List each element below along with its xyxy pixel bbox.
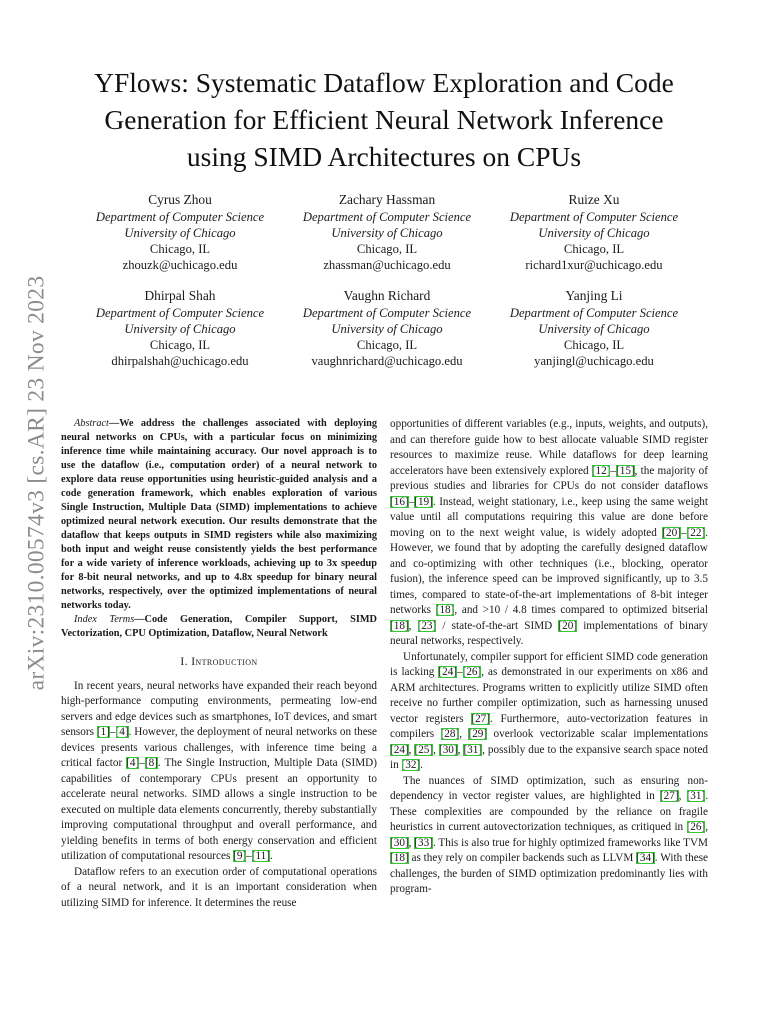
author-department: Department of Computer Science (95, 210, 265, 224)
citation-link[interactable]: [31] (463, 743, 483, 756)
citation-link[interactable]: [24] (438, 666, 458, 678)
author-university: University of Chicago (538, 322, 650, 336)
citation-link[interactable]: [28] (440, 728, 460, 740)
author-email[interactable]: richard1xur@uchicago.edu (525, 258, 663, 272)
citation-link[interactable]: [31] (686, 790, 706, 802)
citation-link[interactable]: [22] (686, 526, 706, 539)
citation-link[interactable]: [33] (414, 836, 433, 849)
citation-link[interactable]: [4] (126, 757, 140, 769)
author-name: Zachary Hassman (338, 192, 436, 207)
abstract (61, 417, 377, 613)
citation-link[interactable]: [18] (435, 604, 455, 616)
author-location: Chicago, IL (563, 242, 625, 256)
body-paragraph: In recent years, neural networks have expanded their reach beyond high-performance computing environments, permeating low-end servers and edge devices such as smartphones, IoT devices, and smart sensors [1]–[4]. However, the deployment of neural networks on these devices presents various challenges, with inference time being a critical factor [4]–[8]. The Single Instruction, Multiple Data (SIMD) capabilities of contemporary CPUs present an opportunity to accelerate neural networks. SIMD allows a single instruction to be executed on multiple data elements concurrently, thereby substantially improving computational throughput and overall performance, and yielding benefits in terms of both energy conservation and efficient utilization of computational resources [9]–[11]. (61, 679, 377, 862)
right-column (390, 417, 708, 898)
citation-link[interactable]: [11] (251, 850, 270, 862)
author-name: Dhirpal Shah (144, 288, 216, 303)
author-block (496, 192, 692, 273)
citation-link[interactable]: [12] (591, 464, 611, 477)
arxiv-identifier: arXiv:2310.00574v3 [cs.AR] 23 Nov 2023 (23, 275, 50, 691)
author-email[interactable]: zhassman@uchicago.edu (323, 258, 451, 272)
citation-link[interactable]: [15] (616, 464, 635, 477)
citation-link[interactable]: [25] (414, 743, 434, 756)
citation-link[interactable]: [24] (390, 743, 409, 756)
citation-link[interactable]: [29] (468, 728, 488, 740)
citation-link[interactable]: [8] (144, 757, 158, 769)
author-location: Chicago, IL (149, 242, 211, 256)
author-department: Department of Computer Science (302, 210, 472, 224)
section-title: Introduction (191, 656, 258, 668)
body-paragraph: Unfortunately, compiler support for efficient SIMD code generation is lacking [24]–[26], as demonstrated in our experiments on x86 and ARM architectures. Programs written to explicitly utilize SIMD often receive no further compiler optimization, such as harnessing unused vector registers [27]. Furthermore, auto-vectorization features in compilers [28], [29] overlook vectorizable scalar implementations [24], [25], [30], [31], possibly due to the expansive search space noted in [32]. (390, 650, 709, 771)
author-name: Vaughn Richard (343, 288, 431, 303)
author-block (82, 192, 278, 273)
author-location: Chicago, IL (356, 242, 418, 256)
body-paragraph: Dataflow refers to an execution order of computational operations of a neural network, and it is an important consideration when utilizing SIMD for inference. It determines the reuse (61, 865, 377, 909)
author-block (82, 288, 278, 369)
citation-link[interactable]: [1] (96, 726, 110, 738)
author-block (289, 192, 485, 273)
author-location: Chicago, IL (356, 338, 418, 352)
citation-link[interactable]: [4] (115, 726, 129, 738)
body-paragraph: The nuances of SIMD optimization, such as ensuring non-dependency in vector register values, are highlighted in [27], [31]. These complexities are compounded by the reliance on fragile heuristics in current autovectorization techniques, as critiqued in [26], [30], [33]. This is also true for highly optimized frameworks like TVM [18] as they rely on compiler backends such as LLVM [34]. With these challenges, the burden of SIMD optimization predominantly lies with program- (390, 774, 709, 895)
citation-link[interactable]: [20] (662, 526, 681, 539)
citation-link[interactable]: [27] (659, 790, 679, 802)
citation-link[interactable]: [9] (233, 850, 247, 862)
author-email[interactable]: zhouzk@uchicago.edu (122, 258, 238, 272)
citation-link[interactable]: [34] (636, 852, 655, 864)
author-row (82, 288, 692, 369)
author-university: University of Chicago (124, 226, 236, 240)
author-university: University of Chicago (538, 226, 650, 240)
author-department: Department of Computer Science (509, 210, 679, 224)
citation-link[interactable]: [30] (438, 743, 458, 756)
author-department: Department of Computer Science (302, 306, 472, 320)
citation-link[interactable]: [18] (390, 852, 409, 864)
author-department: Department of Computer Science (509, 306, 679, 320)
abstract-text: —We address the challenges associated with deploying neural networks on CPUs, with a particular focus on minimizing inference time while maintaining accuracy. Our novel approach is to use the dataflow (i.e., computation order) of a neural network to explore data reuse opportunities using heuristic-guided analysis and a code generation framework, which enables exploration of various Single Instruction, Multiple Data (SIMD) implementations to achieve optimized neural network execution. Our results demonstrate that the dataflow that keeps outputs in SIMD registers while also maximizing both input and weight reuse consistently yields the best performance for a wide variety of inference workloads, achieving up to 3x speedup for 8-bit neural networks, and up to 4.8x speedup for binary neural networks, respectively, over the optimized implementations of neural networks today. (61, 418, 377, 611)
citation-link[interactable]: [19] (414, 495, 433, 508)
section-heading (61, 655, 377, 671)
citation-link[interactable]: [23] (417, 619, 437, 632)
citation-link[interactable]: [16] (390, 495, 409, 508)
author-name: Cyrus Zhou (148, 192, 212, 207)
author-name: Yanjing Li (565, 288, 623, 303)
author-block (289, 288, 485, 369)
paper-title (56, 64, 712, 175)
citation-link[interactable]: [27] (471, 712, 490, 725)
index-terms (61, 613, 377, 641)
citation-link[interactable]: [32] (401, 759, 421, 771)
author-university: University of Chicago (124, 322, 236, 336)
author-block (496, 288, 692, 369)
title-line: using SIMD Architectures on CPUs (186, 141, 582, 172)
author-email[interactable]: vaughnrichard@uchicago.edu (311, 354, 463, 368)
body-paragraph: opportunities of different variables (e.g., inputs, weights, and outputs), and can therefore guide how to best allocate valuable SIMD register resources to maximize reuse. While dataflows for deep learning accelerators have been extensively explored [12]–[15], the majority of previous studies and libraries for CPUs do not consider dataflows [16]–[19]. Instead, weight stationary, i.e., keep using the same weight value until all computations requiring this value are done before moving on to the next weight value, is widely adopted [20]–[22]. However, we found that by adopting the carefully designed dataflow and co-optimizing with other techniques (i.e., blocking, operator fusion), the inference speed can be improved significantly, up to 3.5 times, compared to state-of-the-art implementations of 8-bit integer networks [18], and >10 / 4.8 times compared to optimized bitserial [18], [23] / state-of-the-art SIMD [20] implementations of binary neural networks, respectively. (390, 418, 708, 647)
left-column (61, 417, 377, 911)
title-line: YFlows: Systematic Dataflow Exploration and Code (94, 67, 674, 98)
section-number: I. (180, 656, 188, 668)
author-location: Chicago, IL (149, 338, 211, 352)
citation-link[interactable]: [20] (558, 619, 578, 632)
citation-link[interactable]: [26] (686, 821, 706, 833)
citation-link[interactable]: [30] (390, 836, 409, 849)
citation-link[interactable]: [18] (390, 619, 409, 632)
index-terms-label: Index Terms (74, 614, 135, 625)
author-name: Ruize Xu (568, 192, 620, 207)
author-email[interactable]: yanjingl@uchicago.edu (534, 354, 654, 368)
abstract-label: Abstract (74, 418, 109, 429)
author-department: Department of Computer Science (95, 306, 265, 320)
citation-link[interactable]: [26] (462, 666, 482, 678)
author-location: Chicago, IL (563, 338, 625, 352)
author-row (82, 192, 692, 273)
index-terms-text: —Code Generation, Compiler Support, SIMD Vectorization, CPU Optimization, Dataflow, Neural Network (61, 614, 377, 639)
author-university: University of Chicago (331, 322, 443, 336)
title-line: Generation for Efficient Neural Network Inference (104, 104, 664, 135)
author-email[interactable]: dhirpalshah@uchicago.edu (111, 354, 249, 368)
author-university: University of Chicago (331, 226, 443, 240)
